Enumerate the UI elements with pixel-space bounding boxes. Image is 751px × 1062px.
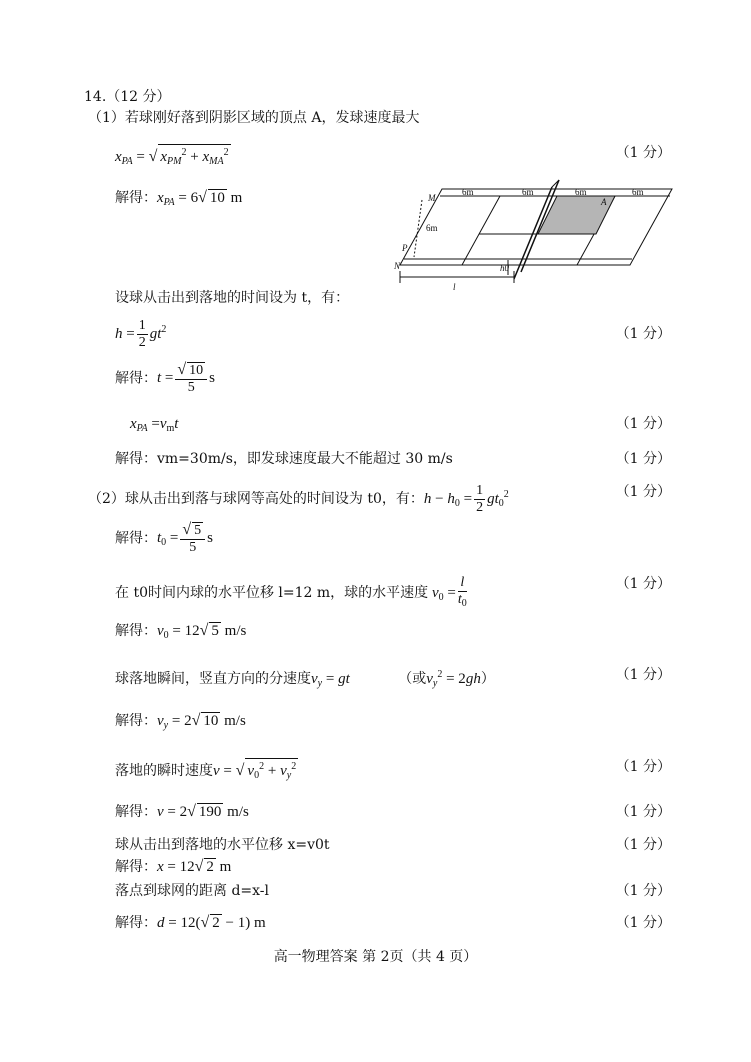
seg-label-2: 6m bbox=[522, 187, 534, 197]
formula-h: h = $\frac{1}{2}$ $gt^2$ bbox=[115, 318, 167, 350]
solve-vy: 解得：$v_y = 2√$ 10 m/s bbox=[115, 712, 246, 731]
solve-t0: 解得：$t_0$ = $\frac{√ 5}{5}$ s bbox=[115, 521, 214, 555]
v-intro: 落地的瞬时速度v = √ $v_0^2 + v_y^2$ bbox=[115, 758, 298, 784]
vy-intro: 球落地瞬间，竖直方向的分速度$v_y$ = gt （或$v_y^2 = 2gh$） bbox=[115, 669, 495, 689]
solve-vm: 解得：vm=30m/s，即发球速度最大不能超过 30 m/s bbox=[115, 451, 453, 467]
label-p: P bbox=[402, 243, 408, 253]
part2-intro: （2）球从击出到落与球网等高处的时间设为 t0，有：$h - h_0$ = $\frac{1}{2}$ $gt_0^2$ bbox=[88, 483, 509, 515]
solve-x: 解得：x = 12√ 2 m bbox=[115, 858, 232, 875]
score-3: （1 分） bbox=[615, 416, 671, 432]
score-4: （1 分） bbox=[615, 451, 671, 467]
label-l: l bbox=[453, 282, 456, 292]
label-h0: h0 bbox=[500, 263, 509, 273]
t-intro: 设球从击出到落地的时间设为 t，有： bbox=[115, 290, 350, 306]
score-6: （1 分） bbox=[615, 576, 671, 592]
solve-d: 解得：d = 12(√ 2 − 1) m bbox=[115, 914, 266, 931]
score-8: （1 分） bbox=[615, 759, 671, 775]
part1-intro: （1）若球刚好落到阴影区域的顶点 A，发球速度最大 bbox=[88, 110, 420, 126]
score-7: （1 分） bbox=[615, 667, 671, 683]
d-intro: 落点到球网的距离 d=x-l bbox=[115, 883, 269, 899]
score-10: （1 分） bbox=[615, 837, 671, 853]
court-diagram bbox=[392, 175, 677, 295]
solve-v: 解得：v = 2√ 190 m/s bbox=[115, 803, 249, 820]
formula-xpa-vmt: $x_{PA} =v_mt$ bbox=[130, 416, 179, 434]
label-a: A bbox=[601, 197, 607, 207]
l-intro: 在 t0时间内球的水平位移 l=12 m，球的水平速度 $v_0$ = $\frac{l}{t_0}$ bbox=[115, 575, 467, 609]
solve-t: 解得：t = $\frac{√ 10}{5}$ s bbox=[115, 361, 216, 395]
x-intro: 球从击出到落地的水平位移 x=v0t bbox=[115, 837, 330, 853]
seg-label-3: 6m bbox=[575, 187, 587, 197]
side-label: 6m bbox=[426, 223, 438, 233]
score-11: （1 分） bbox=[615, 883, 671, 899]
question-header: 14.（12 分） bbox=[84, 89, 171, 105]
formula-xpa: $x_{PA}$ = √ $x_{PM}^2 + x_{MA}^2$ bbox=[115, 144, 231, 171]
page-footer: 高一物理答案 第 2页（共 4 页） bbox=[273, 949, 478, 965]
score-2: （1 分） bbox=[615, 326, 671, 342]
label-n: N bbox=[394, 261, 401, 271]
score-5: （1 分） bbox=[615, 484, 671, 500]
score-1: （1 分） bbox=[615, 145, 671, 161]
label-m: M bbox=[428, 193, 436, 203]
seg-label-4: 6m bbox=[632, 187, 644, 197]
score-12: （1 分） bbox=[615, 915, 671, 931]
seg-label-1: 6m bbox=[462, 187, 474, 197]
score-9: （1 分） bbox=[615, 804, 671, 820]
solve-v0: 解得：$v_0 = 12√$ 5 m/s bbox=[115, 622, 247, 641]
solve-xpa: 解得：$x_{PA} = 6√$ 10 m bbox=[115, 189, 243, 208]
